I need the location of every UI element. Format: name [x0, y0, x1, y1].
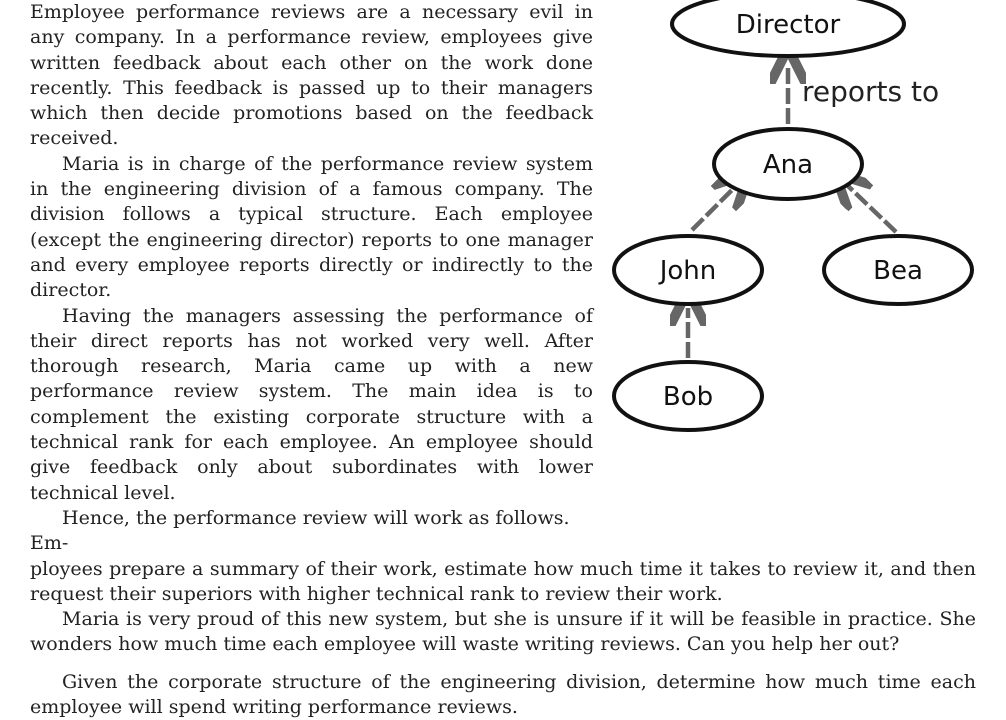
node-director-label: Director [735, 10, 841, 40]
paragraph-review-process-start: Hence, the performance review will work as follows. Em- [30, 506, 570, 555]
node-ana-label: Ana [762, 150, 814, 180]
paragraph-new-system: Having the managers assessing the performance of their direct reports has not worked very well. After thorough research, Maria came up with a new performance review system. The main idea is to complement the existing corporate structure with a technical rank for each employee. An employee should give feedback only about subordinates with lower technical level. [30, 304, 593, 504]
edge-bea-ana [848, 186, 896, 232]
node-bea-label: Bea [873, 256, 923, 286]
task-statement: Given the corporate structure of the engineering division, determine how much time each employee will spend writing performance reviews. [30, 670, 976, 719]
paragraph-maria-role: Maria is in charge of the performance review system in the engineering division of a famous company. The division follows a typical structure. Each employee (except the engineering director) reports to one manager and every employee reports directly or indirectly to the director. [30, 152, 593, 302]
edge-john-ana [692, 186, 736, 230]
edge-label-reports-to: reports to [802, 75, 940, 108]
paragraph-question: Maria is very proud of this new system, but she is unsure if it will be feasible in practice. She wonders how much time each employee will waste writing reviews. Can you help her out? [30, 608, 976, 656]
node-john-label: John [659, 256, 717, 286]
node-bob-label: Bob [662, 382, 714, 412]
org-chart-figure [612, 0, 978, 436]
paragraph-review-process: ployees prepare a summary of their work, estimate how much time it takes to review it, and then request their superiors with higher technical rank to review their work. [30, 557, 976, 605]
paragraph-intro: Employee performance reviews are a necessary evil in any company. In a performance review, employees give written feedback about each other on the work done recently. This feedback is passed up to their managers which then decide promotions based on the feedback received. [30, 1, 593, 150]
org-chart-diagram [612, 0, 978, 436]
